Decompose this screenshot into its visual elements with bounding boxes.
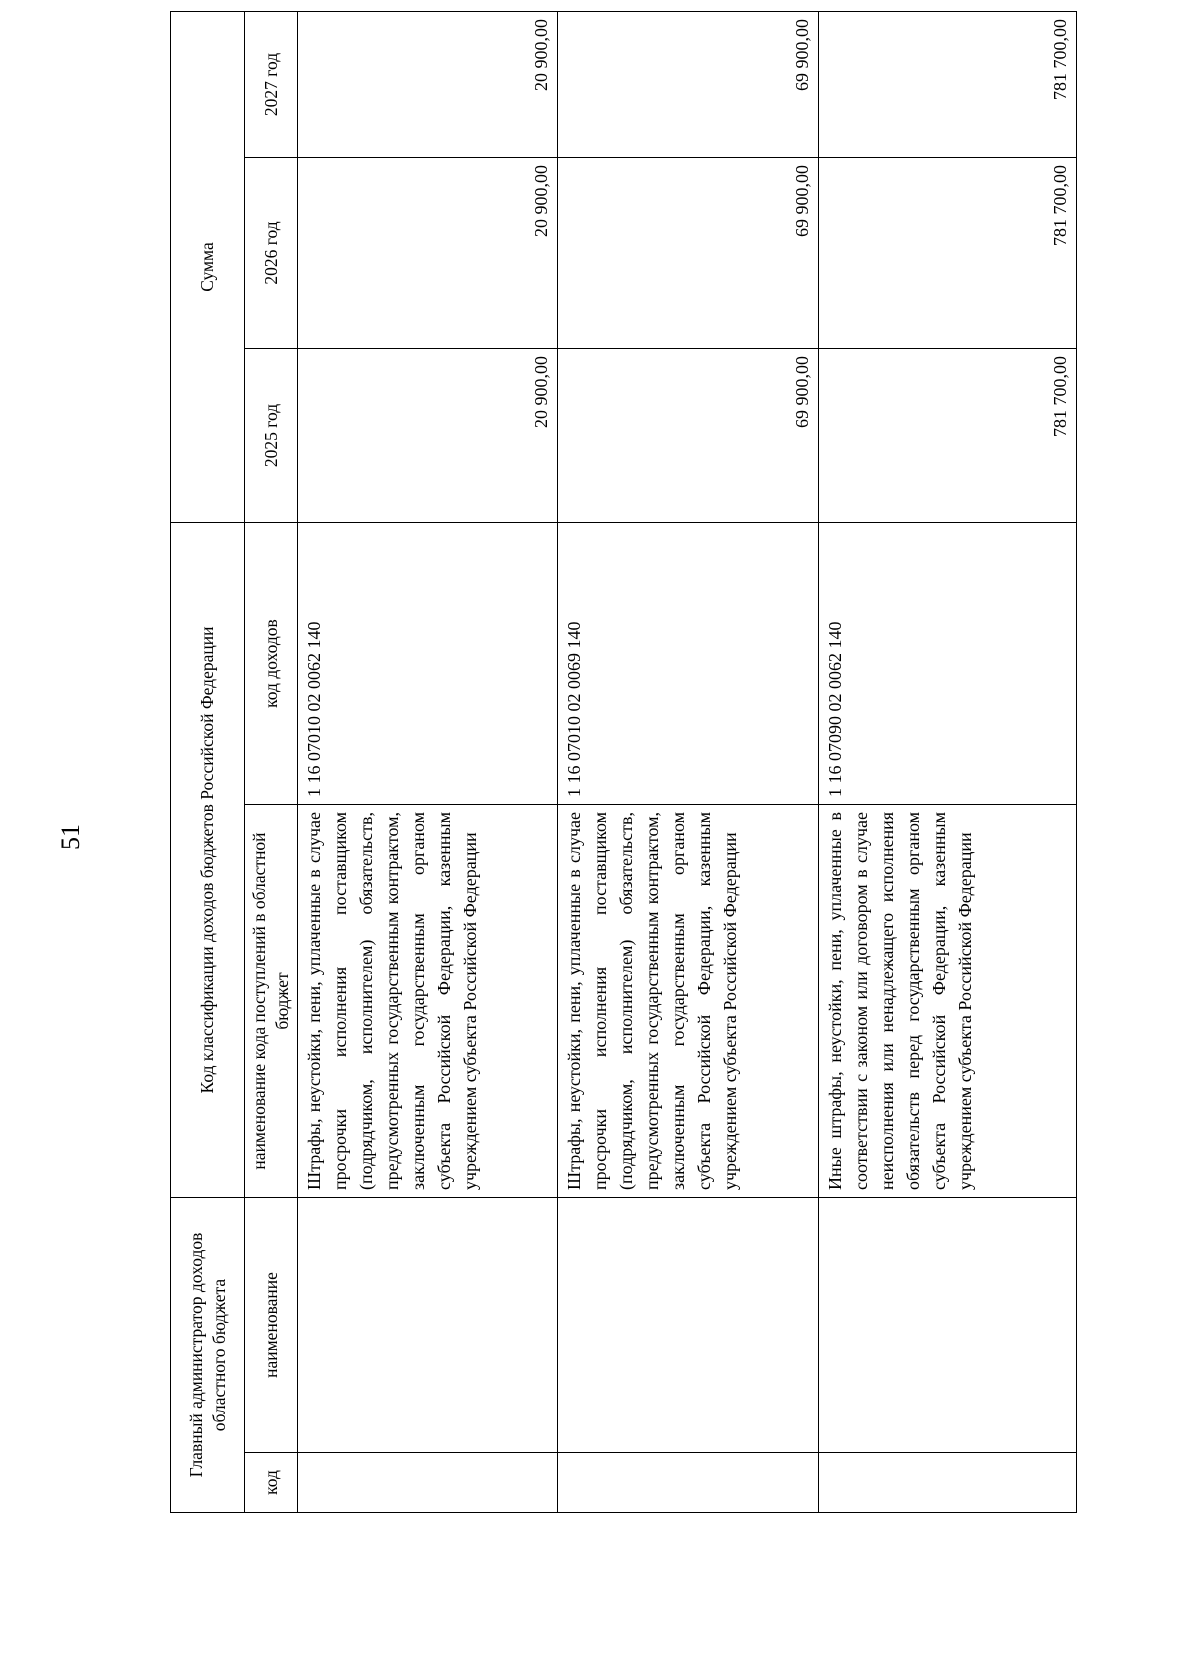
- admin-code-cell: [298, 1453, 558, 1513]
- admin-name-cell: [819, 1198, 1077, 1453]
- amount-2026-cell: 20 900,00: [298, 158, 558, 349]
- header-code: код: [245, 1453, 298, 1513]
- page-number: 51: [56, 824, 85, 850]
- amount-2025-cell: 781 700,00: [819, 349, 1077, 523]
- amount-2027-cell: 20 900,00: [298, 11, 558, 157]
- description-cell: Штрафы, неустойки, пени, уплаченные в случае просрочки исполнения поставщиком (подрядчиком, исполнителем) обязательств, предусмотренных государственным контрактом, заключенным государственным органом субъекта Российской Федерации, казенным учреждением субъекта Российской Федерации: [298, 805, 558, 1198]
- amount-2025-cell: 20 900,00: [298, 349, 558, 523]
- header-year-2025: 2025 год: [245, 349, 298, 523]
- rotated-table-container: [170, 18, 1075, 1513]
- header-income-code: код доходов: [245, 523, 298, 805]
- income-code-cell: 1 16 07010 02 0069 140: [558, 523, 819, 805]
- income-code-cell: 1 16 07010 02 0062 140: [298, 523, 558, 805]
- header-year-2027: 2027 год: [245, 11, 298, 157]
- header-name: наименование: [245, 1198, 298, 1453]
- amount-2027-cell: 69 900,00: [558, 11, 819, 157]
- description-cell: Штрафы, неустойки, пени, уплаченные в случае просрочки исполнения поставщиком (подрядчиком, исполнителем) обязательств, предусмотренных государственным контрактом, заключенным государственным органом субъекта Российской Федерации, казенным учреждением субъекта Российской Федерации: [558, 805, 819, 1198]
- table-row: [819, 11, 1077, 1512]
- table-row: [558, 11, 819, 1512]
- amount-2026-cell: 69 900,00: [558, 158, 819, 349]
- amount-2026-cell: 781 700,00: [819, 158, 1077, 349]
- admin-code-cell: [558, 1453, 819, 1513]
- admin-code-cell: [819, 1453, 1077, 1513]
- description-cell: Иные штрафы, неустойки, пени, уплаченные в соответствии с законом или договором в случае неисполнения или ненадлежащего исполнения обязательств перед государственным органом субъекта Российской Федерации, казенным учреждением субъекта Российской Федерации: [819, 805, 1077, 1198]
- header-chief-admin: Главный администратор доходов областного бюджета: [171, 1198, 245, 1513]
- header-year-2026: 2026 год: [245, 158, 298, 349]
- header-sum: Сумма: [171, 11, 245, 522]
- header-receipt-name: наименование кода поступлений в областной бюджет: [245, 805, 298, 1198]
- admin-name-cell: [298, 1198, 558, 1453]
- header-classification: Код классификации доходов бюджетов Российской Федерации: [171, 523, 245, 1198]
- amount-2027-cell: 781 700,00: [819, 11, 1077, 157]
- amount-2025-cell: 69 900,00: [558, 349, 819, 523]
- income-code-cell: 1 16 07090 02 0062 140: [819, 523, 1077, 805]
- income-table: [170, 11, 1077, 1513]
- admin-name-cell: [558, 1198, 819, 1453]
- table-row: [298, 11, 558, 1512]
